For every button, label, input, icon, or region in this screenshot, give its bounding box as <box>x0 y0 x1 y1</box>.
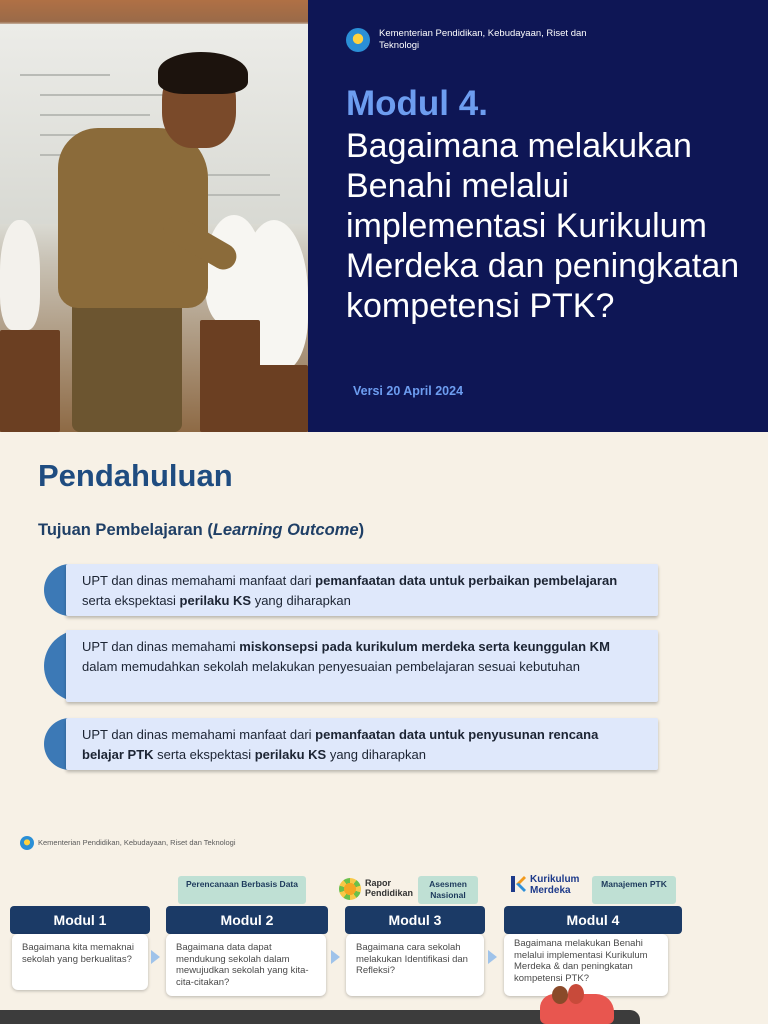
learning-outcome-item: UPT dan dinas memahami manfaat dari pemanfaatan data untuk perbaikan pembelajaran serta ekspektasi perilaku KS yang diharapkan <box>44 564 658 616</box>
person-illustration <box>552 986 568 1004</box>
module-4-description: Bagaimana melakukan Benahi melalui implementasi Kurikulum Merdeka & dan peningkatan kompetensi PTK? <box>504 934 668 996</box>
learning-outcome-heading: Tujuan Pembelajaran (Learning Outcome) <box>38 521 365 539</box>
footer-organization: Kementerian Pendidikan, Kebudayaan, Riset dan Teknologi <box>38 838 236 847</box>
module-roadmap-slide <box>0 864 768 1024</box>
rapor-pendidikan-logo-icon <box>339 878 361 900</box>
person-illustration <box>568 984 584 1004</box>
module-1-header: Modul 1 <box>10 906 150 934</box>
learning-outcome-item: UPT dan dinas memahami manfaat dari pemanfaatan data untuk penyusunan rencana belajar PTK serta ekspektasi perilaku KS yang diharapkan <box>44 718 658 770</box>
kemendikbud-logo-icon <box>346 28 370 52</box>
organization-name: Kementerian Pendidikan, Kebudayaan, Riset dan Teknologi <box>379 28 587 51</box>
rapor-pendidikan-label: Rapor Pendidikan <box>365 878 414 898</box>
module-2-header: Modul 2 <box>166 906 328 934</box>
slide-title: Bagaimana melakukan Benahi melalui implementasi Kurikulum Merdeka dan peningkatan kompetensi PTK? <box>346 127 740 325</box>
module-1-description: Bagaimana kita memaknai sekolah yang berkualitas? <box>12 934 148 990</box>
kemendikbud-logo-icon <box>20 836 34 850</box>
module-4-header: Modul 4 <box>504 906 682 934</box>
arrow-right-icon <box>488 950 497 964</box>
kurikulum-merdeka-logo-icon <box>510 874 526 894</box>
tag-manajemen: Manajemen PTK <box>592 876 676 904</box>
arrow-right-icon <box>331 950 340 964</box>
arrow-right-icon <box>151 950 160 964</box>
kurikulum-merdeka-label: Kurikulum Merdeka <box>530 874 580 896</box>
version-label: Versi 20 April 2024 <box>353 384 464 398</box>
tag-perencanaan: Perencanaan Berbasis Data <box>178 876 306 904</box>
module-3-description: Bagaimana cara sekolah melakukan Identifikasi dan Refleksi? <box>346 934 484 996</box>
tag-asesmen: Asesmen Nasional <box>418 876 478 904</box>
intro-slide <box>0 432 768 864</box>
module-number: Modul 4. <box>346 84 488 123</box>
learning-outcome-item: UPT dan dinas memahami miskonsepsi pada kurikulum merdeka serta keunggulan KM dalam memudahkan sekolah melakukan penyesuaian pembelajaran sesuai kebutuhan <box>44 630 658 702</box>
section-title: Pendahuluan <box>38 458 233 493</box>
module-3-header: Modul 3 <box>345 906 485 934</box>
module-2-description: Bagaimana data dapat mendukung sekolah dalam mewujudkan sekolah yang kita-cita-citakan? <box>166 934 326 996</box>
title-slide <box>0 0 768 432</box>
classroom-photo <box>0 0 308 432</box>
